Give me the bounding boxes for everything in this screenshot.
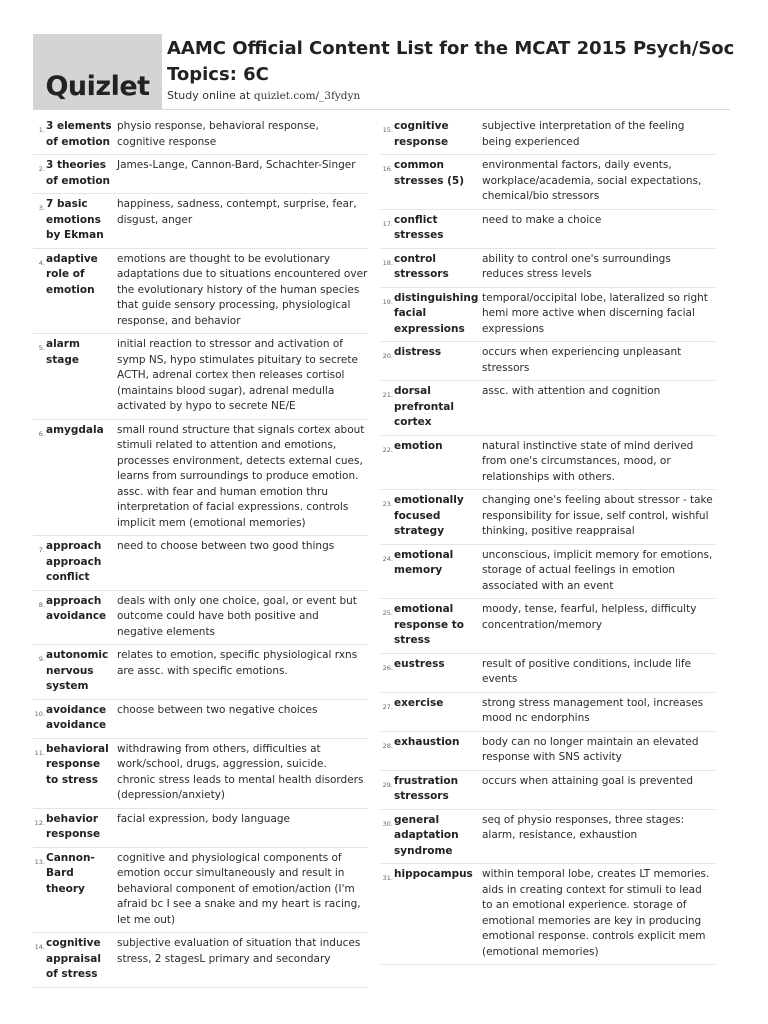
definition: within temporal lobe, creates LT memories. aids in creating context for stimuli to lead to an emotional experience. storage of emotional memories are key in producing emotional response. controls explicit mem (emotional memories) [482, 868, 710, 958]
term-row [33, 116, 368, 155]
term-row [381, 864, 715, 965]
definition: withdrawing from others, difficulties at work/school, drugs, aggression, suicide. chronic stress leads to mental health disorders (depression/anxiety) [117, 742, 364, 801]
definition: need to choose between two good things [117, 540, 335, 552]
item-number: 14. [34, 943, 45, 951]
term: general adaptation syndrome [394, 813, 459, 857]
term-row [381, 210, 715, 249]
definition: environmental factors, daily events, workplace/academia, social expectations, chemical/bio stressors [482, 159, 702, 202]
item-number: 1. [38, 126, 45, 134]
term-row [33, 700, 368, 739]
term: common stresses (5) [394, 159, 464, 187]
item-number: 29. [382, 780, 393, 789]
definition: need to make a choice [482, 213, 602, 226]
term: adaptive role of emotion [46, 252, 98, 296]
definition: natural instinctive state of mind derived from one's circumstances, mood, or relationships with others. [482, 439, 694, 483]
term-row [381, 342, 715, 381]
item-number: 13. [34, 857, 45, 866]
definition: occurs when experiencing unpleasant stressors [482, 346, 682, 374]
item-number: 11. [34, 748, 45, 757]
term: eustress [394, 657, 445, 670]
item-number: 30. [382, 819, 393, 828]
term-row [381, 810, 715, 865]
term: Cannon-Bard theory [46, 851, 95, 895]
term: exhaustion [394, 735, 460, 748]
term: avoidance avoidance [46, 703, 107, 731]
study-url-link[interactable]: quizlet.com/_3fydyn [253, 90, 361, 102]
definition: happiness, sadness, contempt, surprise, fear, disgust, anger [117, 198, 357, 226]
term: behavior response [46, 812, 101, 840]
term: emotional response to stress [394, 603, 465, 646]
term: approach avoidance [46, 594, 107, 622]
term-row [33, 334, 368, 420]
study-online-label: Study online at [167, 89, 251, 102]
item-number: 20. [382, 352, 393, 360]
item-number: 16. [382, 165, 393, 173]
item-number: 18. [382, 258, 393, 267]
term: alarm stage [46, 338, 80, 366]
item-number: 2. [38, 165, 45, 173]
term: 7 basic emotions by Ekman [46, 198, 104, 241]
item-number: 6. [38, 429, 45, 438]
term: approach approach conflict [46, 540, 102, 583]
item-number: 12. [34, 818, 45, 827]
term-row [381, 732, 715, 771]
definition: moody, tense, fearful, helpless, difficulty concentration/memory [482, 603, 697, 631]
term-row [381, 249, 715, 288]
term-row [381, 288, 715, 343]
definition: physio response, behavioral response, cognitive response [117, 120, 319, 148]
definition: initial reaction to stressor and activation of symp NS, hypo stimulates pituitary to secrete ACTH, adrenal cortex then releases cortisol (maintains blood sugar), adrenal medulla activated by hypo to secrete NE/E [117, 338, 358, 412]
term-row [33, 809, 368, 848]
definition: deals with only one choice, goal, or event but outcome could have both positive and negative elements [117, 594, 357, 638]
term: hippocampus [394, 868, 473, 880]
item-number: 15. [382, 126, 393, 134]
term: exercise [394, 696, 444, 709]
term-row [381, 436, 715, 491]
item-number: 22. [382, 445, 393, 454]
item-number: 19. [382, 297, 393, 306]
definition: seq of physio responses, three stages: alarm, resistance, exhaustion [482, 813, 685, 841]
left-column [33, 116, 368, 988]
term-row [381, 545, 715, 600]
definition: result of positive conditions, include life events [482, 657, 692, 685]
term: distress [394, 346, 442, 358]
definition: relates to emotion, specific physiological rxns are assc. with specific emotions. [117, 649, 358, 677]
term-row [33, 848, 368, 934]
item-number: 23. [382, 500, 393, 508]
header-divider [33, 109, 730, 110]
term-row [33, 249, 368, 335]
logo-text: Quizlet [45, 71, 150, 102]
term-row [33, 194, 368, 249]
definition: subjective interpretation of the feeling being experienced [482, 120, 685, 148]
page-title: AAMC Official Content List for the MCAT 2015 Psych/Soc Topics: 6C [167, 38, 735, 85]
definition: assc. with attention and cognition [482, 385, 661, 397]
term: 3 theories of emotion [46, 159, 111, 187]
term-row [381, 693, 715, 732]
item-number: 31. [382, 874, 393, 882]
term-row [33, 739, 368, 809]
item-number: 9. [38, 655, 45, 663]
term-row [33, 420, 368, 537]
item-number: 28. [382, 741, 393, 750]
definition: changing one's feeling about stressor - take responsibility for issue, self control, wishful thinking, positive reappraisal [482, 494, 713, 537]
item-number: 5. [38, 344, 45, 352]
definition: subjective evaluation of situation that induces stress, 2 stagesL primary and secondary [117, 937, 361, 965]
term: autonomic nervous system [46, 649, 109, 692]
term: emotion [394, 439, 443, 452]
definition: strong stress management tool, increases mood nc endorphins [482, 696, 704, 724]
term: distinguishing facial expressions [394, 291, 479, 335]
item-number: 17. [382, 219, 393, 228]
term-row [381, 490, 715, 545]
term: conflict stresses [394, 213, 444, 241]
item-number: 25. [382, 609, 393, 617]
item-number: 27. [382, 702, 393, 711]
item-number: 4. [38, 258, 45, 267]
definition: temporal/occipital lobe, lateralized so right hemi more active when discerning facial expressions [482, 291, 708, 335]
definition: small round structure that signals cortex about stimuli related to attention and emotions, processes environment, detects external cues, learns from surroundings to produce emotion. assc. with fear and human emotion thru interpretation of facial expressions. controls implicit mem (emotional memories) [117, 423, 365, 529]
item-number: 7. [38, 546, 45, 554]
term: behavioral response to stress [46, 742, 109, 786]
term: amygdala [46, 423, 104, 436]
definition: body can no longer maintain an elevated response with SNS activity [482, 735, 699, 763]
term: emotionally focused strategy [394, 494, 464, 537]
term-row [33, 933, 368, 988]
right-column [381, 116, 715, 965]
term-row [33, 591, 368, 646]
item-number: 21. [382, 391, 393, 399]
definition: occurs when attaining goal is prevented [482, 774, 693, 787]
definition: choose between two negative choices [117, 703, 318, 716]
term-row [381, 116, 715, 155]
item-number: 8. [38, 600, 45, 609]
definition: cognitive and physiological components of emotion occur simultaneously and result in behavioral component of emotion/action (I'm afraid bc I see a snake and my heart is racing, let me out) [117, 851, 361, 926]
definition: James-Lange, Cannon-Bard, Schachter-Singer [117, 159, 356, 171]
term: dorsal prefrontal cortex [394, 385, 454, 428]
term-row [381, 599, 715, 654]
term: emotional memory [394, 548, 454, 576]
item-number: 3. [38, 204, 45, 212]
term-row [33, 155, 368, 194]
term-row [33, 536, 368, 591]
definition: facial expression, body language [117, 812, 291, 825]
term: cognitive appraisal of stress [46, 937, 101, 980]
term: cognitive response [394, 120, 449, 148]
item-number: 24. [382, 554, 393, 563]
term: 3 elements of emotion [46, 120, 112, 148]
definition: emotions are thought to be evolutionary adaptations due to situations encountered over the evolutionary history of the human species that guide sensory processing, physiological response, and behavior [117, 252, 368, 327]
term-row [33, 645, 368, 700]
definition: ability to control one's surroundings reduces stress levels [482, 252, 671, 280]
term: control stressors [394, 252, 449, 280]
study-online-line [167, 89, 360, 102]
item-number: 10. [34, 709, 45, 718]
quizlet-logo[interactable] [33, 34, 162, 110]
term-row [381, 155, 715, 210]
term-row [381, 381, 715, 436]
term-row [381, 654, 715, 693]
term: frustration stressors [394, 774, 459, 802]
item-number: 26. [382, 663, 393, 672]
term-row [381, 771, 715, 810]
definition: unconscious, implicit memory for emotions, storage of actual feelings in emotion associated with an event [482, 548, 713, 592]
